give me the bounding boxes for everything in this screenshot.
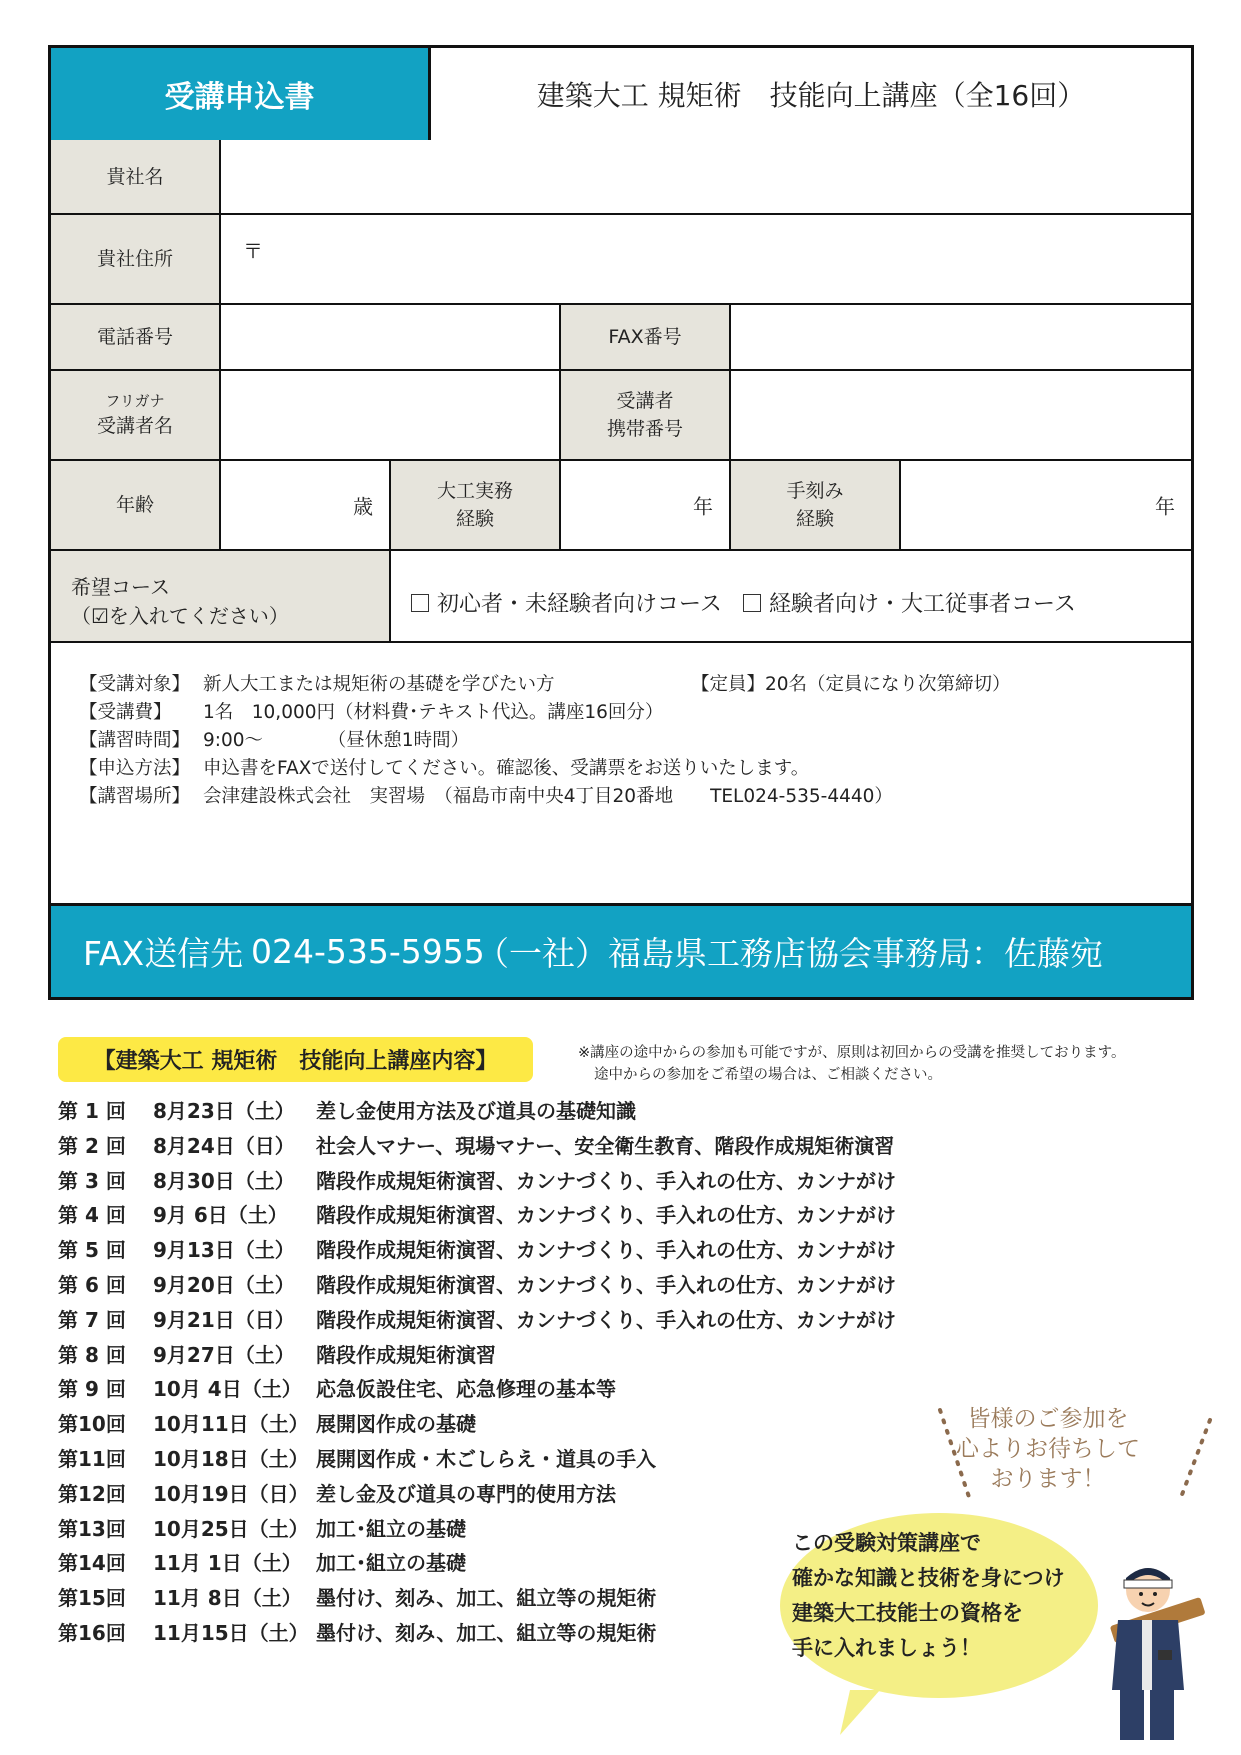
session-number: 第 3 回 <box>58 1168 126 1193</box>
course-option-experienced-label: 経験者向け・大工従事者コース <box>769 592 1076 617</box>
info-target-val: 新人大工または規矩術の基礎を学びたい方 <box>203 674 555 695</box>
fax-destination-bar <box>51 906 1191 997</box>
welcome-line-2: 心よりお待ちして <box>956 1436 1140 1462</box>
session-number: 第13回 <box>58 1516 126 1541</box>
welcome-line-1: 皆様のご参加を <box>967 1406 1129 1432</box>
session-date: 11月 1日（土） <box>153 1551 302 1576</box>
company-field[interactable] <box>221 140 1191 215</box>
session-date: 9月21日（日） <box>153 1307 295 1332</box>
session-date: 11月 8日（土） <box>153 1586 302 1611</box>
session-content: 階段作成規矩術演習 <box>316 1342 496 1367</box>
schedule-note-2: 途中からの参加をご希望の場合は、ご相談ください。 <box>594 1067 942 1083</box>
session-date: 9月20日（土） <box>153 1273 295 1297</box>
name-label <box>51 371 221 461</box>
session-number: 第 1 回 <box>58 1099 126 1123</box>
session-content: 階段作成規矩術演習、カンナづくり、手入れの仕方、カンナがけ <box>316 1307 896 1332</box>
session-date: 10月 4日（土） <box>153 1377 302 1402</box>
session-content: 墨付け、刻み、加工、組立等の規矩術 <box>316 1621 657 1645</box>
session-date: 10月25日（土） <box>153 1516 309 1541</box>
form-header <box>51 48 1191 143</box>
session-content: 差し金及び道具の専門的使用方法 <box>316 1481 616 1506</box>
dotted-accent-icon <box>930 1400 1220 1510</box>
carpentry-exp-line1: 大工実務 <box>436 480 513 502</box>
info-time-val: 9:00〜 （昼休憩1時間） <box>203 730 470 751</box>
welcome-line-3: おります！ <box>990 1466 1106 1492</box>
address-label <box>51 215 221 305</box>
hand-exp-label <box>731 461 901 551</box>
furigana-text: フリガナ <box>105 392 165 410</box>
mobile-label <box>561 371 731 461</box>
session-number: 第 8 回 <box>58 1342 126 1367</box>
bubble-line-2: 確かな知識と技術を身につけ <box>792 1566 1065 1590</box>
info-capacity: 【定員】20名（定員になり次第締切） <box>691 674 1011 695</box>
address-label-text: 貴社住所 <box>96 248 173 270</box>
form-title: 受講申込書 <box>51 48 431 140</box>
age-field[interactable] <box>221 461 391 551</box>
course-label-line2: （☑を入れてください） <box>71 604 289 628</box>
fax-label-text: FAX番号 <box>608 326 682 348</box>
info-time-key: 【講習時間】 <box>79 730 191 751</box>
session-content: 差し金使用方法及び道具の基礎知識 <box>316 1099 636 1123</box>
session-content: 展開図作成・木ごしらえ・道具の手入 <box>316 1447 656 1471</box>
course-name: 建築大工 規矩術 技能向上講座（全16回） <box>536 79 1086 112</box>
session-date: 10月18日（土） <box>153 1447 309 1471</box>
session-content: 階段作成規矩術演習、カンナづくり、手入れの仕方、カンナがけ <box>316 1168 896 1193</box>
course-option-beginner-label: 初心者・未経験者向けコース <box>437 592 722 617</box>
session-content: 応急仮設住宅、応急修理の基本等 <box>316 1377 616 1402</box>
schedule-title: 【建築大工 規矩術 技能向上講座内容】 <box>58 1037 533 1082</box>
application-form <box>48 45 1194 1000</box>
fax-label-text-bar: FAX送信先 <box>83 934 244 973</box>
name-field[interactable] <box>221 371 561 461</box>
zip-mark: 〒 <box>243 239 263 263</box>
session-date: 11月15日（土） <box>153 1621 309 1645</box>
bubble-line-3: 建築大工技能士の資格を <box>792 1601 1023 1625</box>
session-content: 墨付け、刻み、加工、組立等の規矩術 <box>316 1586 657 1611</box>
session-date: 10月19日（日） <box>153 1481 309 1506</box>
info-fee <box>79 698 663 724</box>
address-field[interactable] <box>221 215 1191 305</box>
checkbox-icon[interactable] <box>743 594 761 612</box>
age-label-text: 年齢 <box>115 494 154 516</box>
carpentry-exp-field[interactable] <box>561 461 731 551</box>
fax-field[interactable] <box>731 305 1191 371</box>
session-content: 加工･組立の基礎 <box>316 1516 466 1541</box>
session-content: 展開図作成の基礎 <box>316 1412 476 1437</box>
info-method-key: 【申込方法】 <box>79 758 191 779</box>
info-place-val: 会津建設株式会社 実習場 （福島市南中央4丁目20番地 TEL024-535-4440） <box>203 786 893 807</box>
hand-exp-field[interactable] <box>901 461 1191 551</box>
age-unit: 歳 <box>353 494 373 519</box>
age-label <box>51 461 221 551</box>
bubble-line-1: この受験対策講座で <box>792 1531 981 1555</box>
session-number: 第 5 回 <box>58 1238 126 1263</box>
tel-label-text: 電話番号 <box>96 326 173 348</box>
session-date: 9月27日（土） <box>153 1342 295 1367</box>
course-info <box>51 643 1191 906</box>
bubble-text <box>792 1526 1065 1666</box>
info-target <box>79 670 555 696</box>
info-place-key: 【講習場所】 <box>79 786 191 807</box>
bubble-line-4: 手に入れましょう！ <box>792 1636 981 1660</box>
course-option-beginner[interactable] <box>411 587 722 618</box>
course-label-text <box>71 573 289 631</box>
session-number: 第 7 回 <box>58 1307 126 1332</box>
session-content: 社会人マナー、現場マナー、安全衛生教育、階段作成規矩術演習 <box>316 1133 895 1158</box>
session-number: 第 4 回 <box>58 1203 126 1228</box>
course-label <box>51 551 391 643</box>
tel-field[interactable] <box>221 305 561 371</box>
session-number: 第15回 <box>58 1586 126 1611</box>
info-target-key: 【受講対象】 <box>79 674 191 695</box>
session-number: 第 2 回 <box>58 1133 126 1158</box>
fax-number: 024-535-5955 <box>251 932 485 971</box>
session-date: 9月13日（土） <box>153 1238 295 1263</box>
info-method-val: 申込書をFAXで送付してください。確認後、受講票をお送りいたします。 <box>203 758 810 779</box>
speech-tail-icon <box>840 1690 900 1740</box>
session-number: 第10回 <box>58 1412 126 1437</box>
carpentry-exp-line2: 経験 <box>455 508 494 530</box>
session-content: 階段作成規矩術演習、カンナづくり、手入れの仕方、カンナがけ <box>316 1203 896 1228</box>
hand-exp-line2: 経験 <box>795 508 834 530</box>
info-fee-val: 1名 10,000円（材料費･テキスト代込。講座16回分） <box>203 702 664 723</box>
tel-label <box>51 305 221 371</box>
session-date: 9月 6日（土） <box>153 1203 288 1228</box>
mobile-label-line2: 携帯番号 <box>606 418 683 440</box>
company-label <box>51 140 221 215</box>
session-number: 第14回 <box>58 1551 126 1576</box>
session-number: 第12回 <box>58 1481 126 1506</box>
checkbox-icon[interactable] <box>411 594 429 612</box>
session-number: 第 6 回 <box>58 1273 126 1297</box>
hand-exp-line1: 手刻み <box>786 480 844 502</box>
company-label-text: 貴社名 <box>106 165 164 188</box>
hand-exp-unit: 年 <box>1155 494 1175 519</box>
mobile-label-line1: 受講者 <box>616 390 674 412</box>
carpentry-exp-unit: 年 <box>693 494 713 519</box>
session-date: 8月30日（土） <box>153 1168 295 1193</box>
fax-organization: （一社）福島県工務店協会事務局：佐藤宛 <box>476 934 1103 973</box>
course-options <box>391 551 1191 643</box>
session-content: 階段作成規矩術演習、カンナづくり、手入れの仕方、カンナがけ <box>316 1238 896 1263</box>
course-option-experienced[interactable] <box>743 587 1076 618</box>
fax-label <box>561 305 731 371</box>
course-label-line1: 希望コース <box>71 575 170 599</box>
mobile-field[interactable] <box>731 371 1191 461</box>
info-method <box>79 754 809 780</box>
schedule-note-1: ※講座の途中からの参加も可能ですが、原則は初回からの受講を推奨しております。 <box>578 1045 1126 1061</box>
session-date: 8月24日（日） <box>153 1133 295 1158</box>
session-date: 8月23日（土） <box>153 1099 295 1123</box>
session-number: 第 9 回 <box>58 1377 126 1402</box>
session-date: 10月11日（土） <box>153 1412 309 1437</box>
info-time <box>79 726 469 752</box>
session-number: 第11回 <box>58 1447 126 1471</box>
info-place <box>79 782 893 808</box>
carpentry-exp-label <box>391 461 561 551</box>
session-number: 第16回 <box>58 1621 126 1645</box>
carpenter-illustration-icon <box>1100 1550 1210 1750</box>
session-content: 加工･組立の基礎 <box>316 1551 466 1576</box>
name-label-text: 受講者名 <box>96 415 173 437</box>
info-fee-key: 【受講費】 <box>79 702 172 723</box>
session-content: 階段作成規矩術演習、カンナづくり、手入れの仕方、カンナがけ <box>316 1273 896 1297</box>
